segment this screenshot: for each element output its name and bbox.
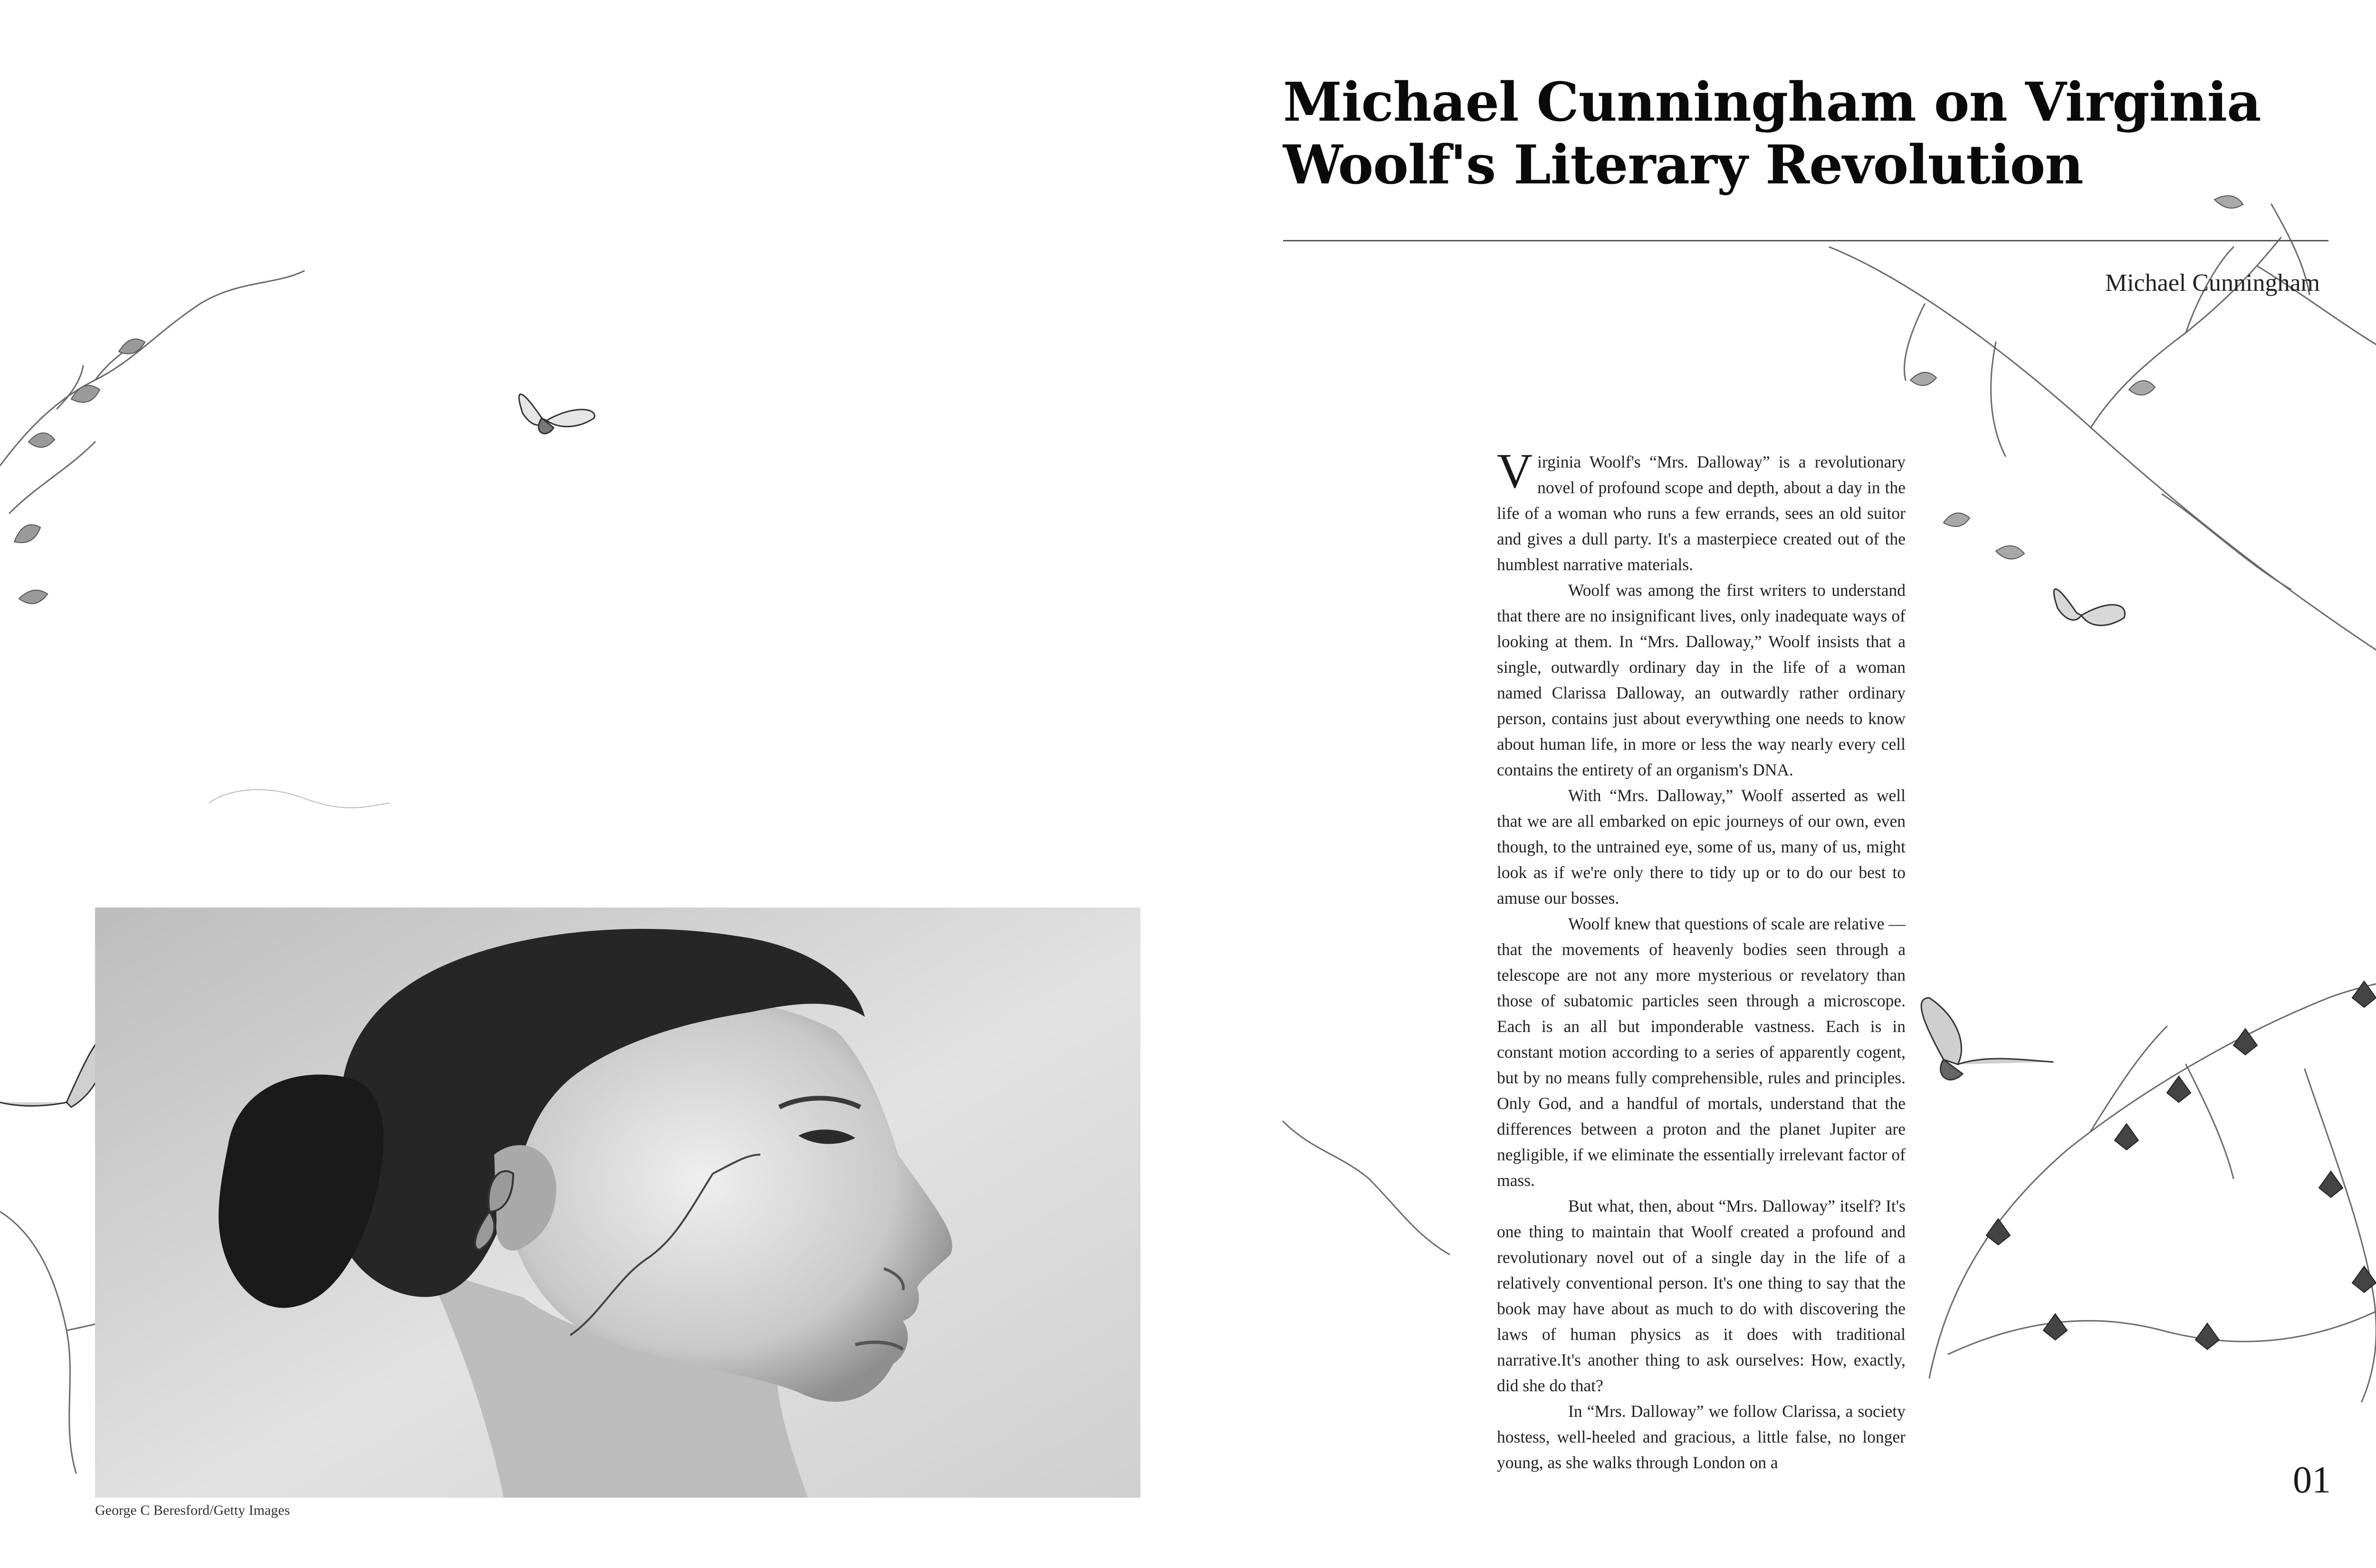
butterfly-right-lower bbox=[1921, 998, 2053, 1080]
author-byline: Michael Cunningham bbox=[2105, 269, 2320, 296]
butterfly-left-lower bbox=[0, 1036, 105, 1107]
article-paragraph bbox=[1497, 444, 1906, 577]
page-number: 01 bbox=[2293, 1459, 2331, 1501]
drop-cap: V bbox=[1497, 444, 1533, 498]
article-title: Michael Cunningham on Virginia Woolf's Literary Revolution bbox=[1283, 71, 2261, 196]
article-paragraph: But what, then, about “Mrs. Dalloway” itself? It's one thing to maintain that Woolf created a profound and revolutionary novel out of a single day in the life of a relatively conventional person. It's one thing to say that the book may have about as much to do with discovering the laws of human physics as it does with traditional narrative.It's another thing to ask ourselves: How, exactly, did she do that? bbox=[1497, 1196, 1906, 1395]
article-body bbox=[1497, 444, 1906, 1475]
article-paragraph: Woolf knew that questions of scale are relative — that the movements of heavenly bodies seen through a telescope are not any more mysterious or revelatory than those of subatomic particles seen through a microscope. Each is an all but imponderable vastness. Each is in constant motion according to a series of apparently cogent, but by no means fully comprehensible, rules and principles. Only God, and a handful of mortals, understand that the differences between a proton and the planet Jupiter are negligible, if we eliminate the essentially irrelevant factor of mass. bbox=[1497, 914, 1906, 1190]
article-paragraph: With “Mrs. Dalloway,” Woolf asserted as well that we are all embarked on epic journeys of our own, even though, to the untrained eye, some of us, many of us, might look as if we're only there to tidy up or to do our best to amuse our bosses. bbox=[1497, 786, 1906, 908]
butterfly-right-upper bbox=[2054, 589, 2125, 626]
butterfly-left bbox=[519, 394, 594, 434]
paragraph-text: irginia Woolf's “Mrs. Dalloway” is a revolutionary novel of profound scope and depth, about a day in the life of a woman who runs a few errands, sees an old suitor and gives a dull party. It's a masterpiece created out of the humblest narrative materials. bbox=[1497, 452, 1906, 574]
portrait-illustration bbox=[95, 908, 1140, 1498]
vine-left-upper bbox=[0, 271, 390, 808]
photo-credit: George C Beresford/Getty Images bbox=[95, 1502, 290, 1518]
article-paragraph: In “Mrs. Dalloway” we follow Clarissa, a society hostess, well-heeled and gracious, a little false, no longer young, as she walks through London on a bbox=[1497, 1402, 1906, 1472]
article-paragraph: Woolf was among the first writers to understand that there are no insignificant lives, only inadequate ways of looking at them. In “Mrs. Dalloway,” Woolf insists that a single, outwardly ordinary day in the life of a woman named Clarissa Dalloway, an outwardly rather ordinary person, contains just about everywthing one needs to know about human life, in more or less the way nearly every cell contains the entirety of an organism's DNA. bbox=[1497, 581, 1906, 779]
title-divider bbox=[1283, 240, 2328, 241]
author-portrait-photo bbox=[95, 908, 1140, 1498]
